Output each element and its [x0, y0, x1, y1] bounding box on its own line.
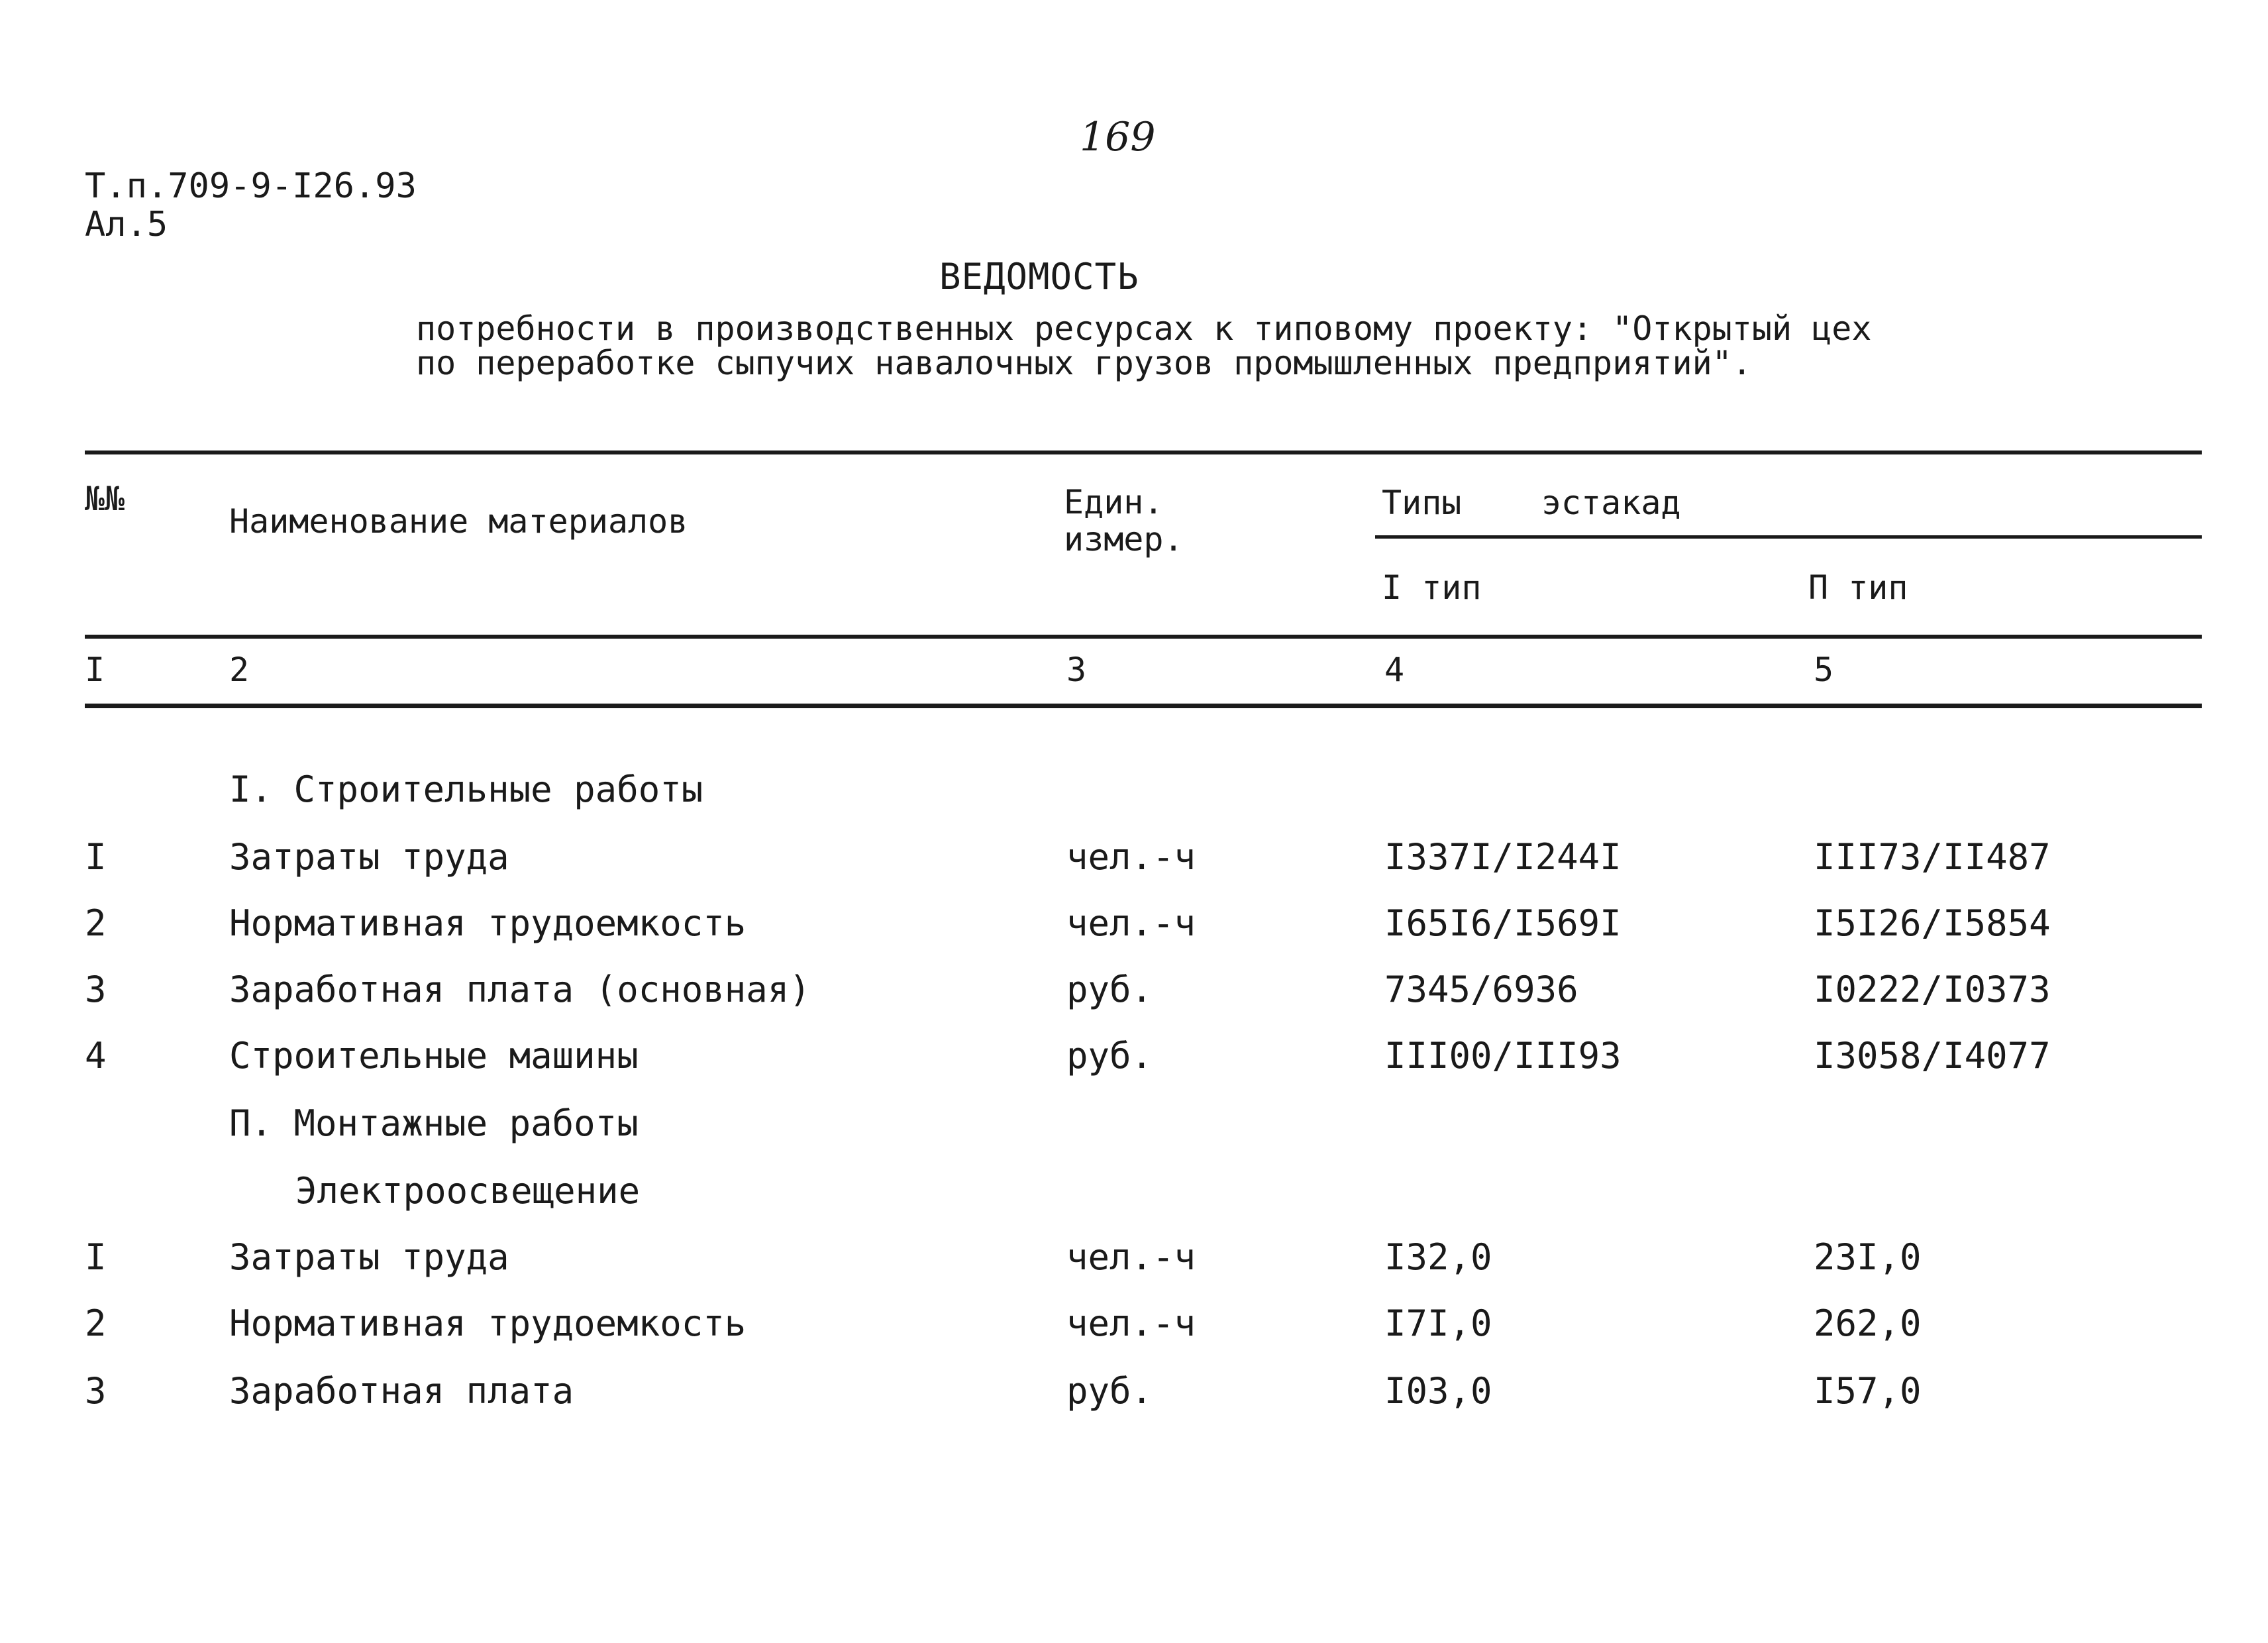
document-code: Т.п.709-9-I26.93 — [85, 166, 417, 206]
header-material-name: Наименование материалов — [229, 502, 688, 541]
column-numbers-rule — [85, 704, 2202, 708]
row-type-1-value: I337I/I244I — [1384, 836, 1622, 878]
row-type-1-value: 7345/6936 — [1384, 969, 1578, 1010]
table-row — [0, 1302, 2268, 1369]
section-title-row — [0, 768, 2268, 835]
column-number-1: I — [85, 651, 105, 689]
column-number-3: 3 — [1066, 651, 1087, 689]
row-unit: чел.-ч — [1066, 1236, 1196, 1278]
row-unit: руб. — [1066, 1035, 1153, 1077]
section-title-row — [0, 1102, 2268, 1169]
row-type-2-value: I5I26/I5854 — [1814, 902, 2051, 944]
header-number: №№ — [85, 480, 125, 518]
row-type-1-value: I65I6/I569I — [1384, 902, 1622, 944]
section-title: I. Строительные работы — [229, 768, 703, 810]
document-reference — [85, 167, 417, 244]
header-type-2: П тип — [1808, 568, 1908, 607]
row-number: I — [85, 1236, 107, 1278]
row-unit: чел.-ч — [1066, 836, 1196, 878]
row-unit: чел.-ч — [1066, 902, 1196, 944]
row-type-2-value: I3058/I4077 — [1814, 1035, 2051, 1077]
section-subtitle: Электроосвещение — [295, 1170, 641, 1212]
row-unit: чел.-ч — [1066, 1302, 1196, 1344]
document-subtitle — [416, 311, 1872, 380]
table-top-rule — [85, 450, 2202, 454]
header-bottom-rule — [85, 635, 2202, 639]
row-type-1-value: I03,0 — [1384, 1370, 1492, 1412]
row-unit: руб. — [1066, 969, 1153, 1010]
column-number-5: 5 — [1814, 651, 1834, 689]
column-number-2: 2 — [229, 651, 250, 689]
row-number: 2 — [85, 1302, 107, 1344]
header-unit — [1064, 484, 1184, 558]
row-unit: руб. — [1066, 1370, 1153, 1412]
row-number: 3 — [85, 969, 107, 1010]
row-name: Заработная плата — [229, 1370, 574, 1412]
table-row — [0, 902, 2268, 969]
header-type-1: I тип — [1382, 568, 1482, 607]
table-row — [0, 1370, 2268, 1436]
header-overpass-types: Типы эстакад — [1382, 484, 1681, 522]
document-title: ВЕДОМОСТЬ — [939, 256, 1139, 297]
row-type-1-value: I32,0 — [1384, 1236, 1492, 1278]
row-number: 4 — [85, 1035, 107, 1077]
section-subtitle-row — [0, 1170, 2268, 1236]
types-header-rule — [1375, 535, 2202, 539]
header-unit-line-1: Един. — [1064, 483, 1164, 521]
row-name: Затраты труда — [229, 836, 509, 878]
sheet-number: Ал.5 — [85, 205, 168, 244]
section-title: П. Монтажные работы — [229, 1102, 639, 1144]
row-name: Нормативная трудоемкость — [229, 902, 747, 944]
row-type-2-value: 262,0 — [1814, 1302, 1922, 1344]
row-type-2-value: 23I,0 — [1814, 1236, 1922, 1278]
row-name: Строительные машины — [229, 1035, 639, 1077]
table-row — [0, 836, 2268, 902]
row-type-1-value: I7I,0 — [1384, 1302, 1492, 1344]
subtitle-line-2: по переработке сыпучих навалочных грузов промышленных предприятий". — [416, 344, 1752, 382]
row-type-2-value: III73/II487 — [1814, 836, 2051, 878]
page-number: 169 — [1080, 114, 1156, 160]
row-number: 2 — [85, 902, 107, 944]
subtitle-line-1: потребности в производственных ресурсах к типовому проекту: "Открытый цех — [416, 309, 1872, 348]
row-number: 3 — [85, 1370, 107, 1412]
table-row — [0, 969, 2268, 1035]
row-type-2-value: I0222/I0373 — [1814, 969, 2051, 1010]
header-unit-line-2: измер. — [1064, 520, 1184, 558]
row-name: Затраты труда — [229, 1236, 509, 1278]
row-type-2-value: I57,0 — [1814, 1370, 1922, 1412]
table-row — [0, 1236, 2268, 1302]
table-row — [0, 1035, 2268, 1101]
column-number-4: 4 — [1384, 651, 1405, 689]
row-name: Заработная плата (основная) — [229, 969, 811, 1010]
row-type-1-value: III00/III93 — [1384, 1035, 1622, 1077]
row-name: Нормативная трудоемкость — [229, 1302, 747, 1344]
row-number: I — [85, 836, 107, 878]
